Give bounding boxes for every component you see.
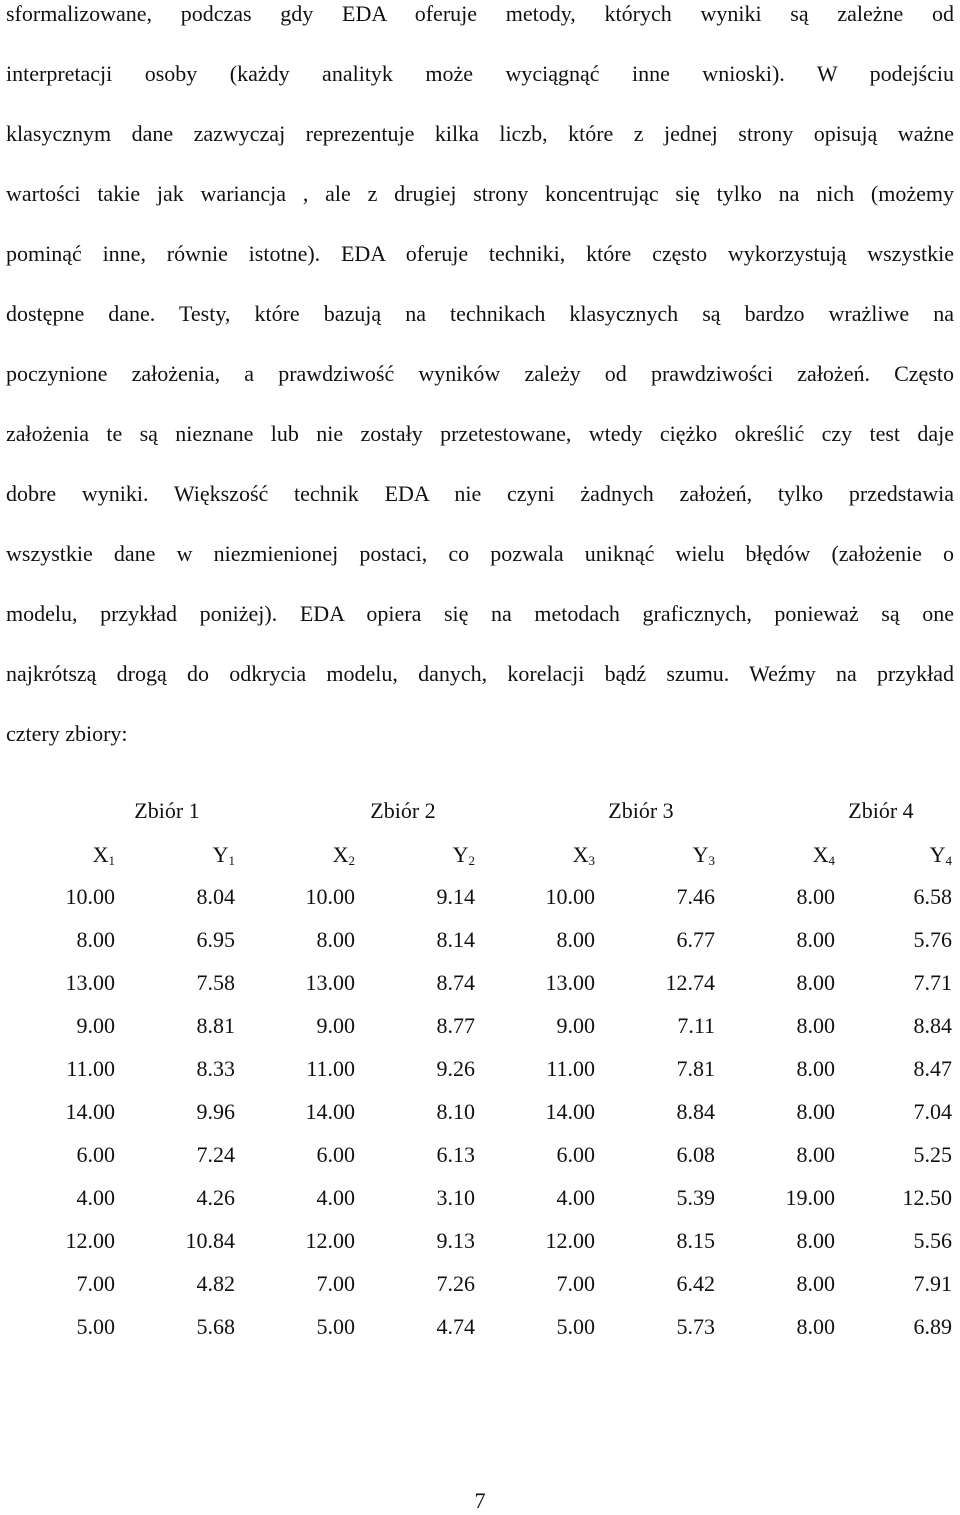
table-cell: 8.10 <box>436 1099 475 1124</box>
table-cell: 4.00 <box>556 1185 595 1210</box>
column-letter: X <box>92 842 109 867</box>
table-cell: 6.42 <box>676 1271 715 1296</box>
column-header <box>155 841 235 875</box>
table-cell: 8.00 <box>316 927 355 952</box>
table-cell: 6.95 <box>196 927 235 952</box>
table-cell: 11.00 <box>66 1056 115 1081</box>
table-cell: 6.08 <box>676 1142 715 1167</box>
column-header <box>872 841 952 875</box>
table-cell: 6.00 <box>316 1142 355 1167</box>
table-cell: 8.77 <box>436 1013 475 1038</box>
table-cell: 5.00 <box>556 1314 595 1339</box>
table-cell: 6.58 <box>913 884 952 909</box>
table-cell: 7.00 <box>556 1271 595 1296</box>
column-subscript: 1 <box>228 853 235 868</box>
table-cell: 7.11 <box>677 1013 715 1038</box>
table-cell: 13.00 <box>65 970 115 995</box>
table-cell: 8.00 <box>556 927 595 952</box>
table-cell: 11.00 <box>546 1056 595 1081</box>
column-letter: Y <box>692 842 709 867</box>
table-cell: 7.26 <box>436 1271 475 1296</box>
set-header: Zbiór 2 <box>370 798 436 823</box>
table-cell: 10.00 <box>545 884 595 909</box>
table-cell: 8.14 <box>436 927 475 952</box>
column-header <box>275 841 355 875</box>
column-subscript: 4 <box>828 853 835 868</box>
table-cell: 5.56 <box>913 1228 952 1253</box>
table-cell: 10.00 <box>305 884 355 909</box>
column-subscript: 2 <box>348 853 355 868</box>
paragraph-line: interpretacji osoby (każdy analityk może wyciągnąć inne wnioski). W podejściu <box>6 61 954 86</box>
table-cell: 8.15 <box>676 1228 715 1253</box>
table-cell: 12.50 <box>902 1185 952 1210</box>
paragraph-line: pominąć inne, równie istotne). EDA oferuje techniki, które często wykorzystują wszystkie <box>6 241 954 266</box>
column-letter: X <box>812 842 829 867</box>
table-cell: 8.00 <box>76 927 115 952</box>
set-header: Zbiór 4 <box>848 798 914 823</box>
table-cell: 5.00 <box>76 1314 115 1339</box>
table-cell: 11.00 <box>306 1056 355 1081</box>
paragraph-line: dobre wyniki. Większość technik EDA nie czyni żadnych założeń, tylko przedstawia <box>6 481 954 506</box>
table-cell: 4.82 <box>196 1271 235 1296</box>
table-cell: 7.91 <box>913 1271 952 1296</box>
paragraph-line: wartości takie jak wariancja , ale z drugiej strony koncentrując się tylko na nich (możemy <box>6 181 954 206</box>
table-cell: 5.25 <box>913 1142 952 1167</box>
table-cell: 6.00 <box>556 1142 595 1167</box>
paragraph-line: modelu, przykład poniżej). EDA opiera się na metodach graficznych, ponieważ są one <box>6 601 954 626</box>
column-header <box>635 841 715 875</box>
column-subscript: 4 <box>945 853 952 868</box>
table-cell: 5.39 <box>676 1185 715 1210</box>
column-letter: Y <box>929 842 946 867</box>
table-cell: 14.00 <box>305 1099 355 1124</box>
table-cell: 4.00 <box>316 1185 355 1210</box>
table-cell: 10.00 <box>65 884 115 909</box>
column-letter: X <box>332 842 349 867</box>
table-cell: 8.00 <box>796 1228 835 1253</box>
column-letter: Y <box>452 842 469 867</box>
table-cell: 8.00 <box>796 1056 835 1081</box>
set-header: Zbiór 3 <box>608 798 674 823</box>
table-cell: 6.00 <box>76 1142 115 1167</box>
table-cell: 12.74 <box>665 970 715 995</box>
table-cell: 7.58 <box>196 970 235 995</box>
table-cell: 13.00 <box>305 970 355 995</box>
column-subscript: 1 <box>108 853 115 868</box>
table-cell: 19.00 <box>785 1185 835 1210</box>
column-header <box>515 841 595 875</box>
paragraph-line: najkrótszą drogą do odkrycia modelu, danych, korelacji bądź szumu. Weźmy na przykład <box>6 661 954 686</box>
paragraph-line: założenia te są nieznane lub nie zostały przetestowane, wtedy ciężko określić czy test daje <box>6 421 954 446</box>
table-cell: 5.68 <box>196 1314 235 1339</box>
table-cell: 7.81 <box>676 1056 715 1081</box>
column-letter: Y <box>212 842 229 867</box>
table-cell: 8.04 <box>196 884 235 909</box>
table-cell: 8.81 <box>196 1013 235 1038</box>
paragraph-line: dostępne dane. Testy, które bazują na technikach klasycznych są bardzo wrażliwe na <box>6 301 954 326</box>
paragraph-line: poczynione założenia, a prawdziwość wyników zależy od prawdziwości założeń. Często <box>6 361 954 386</box>
column-header <box>395 841 475 875</box>
table-cell: 8.74 <box>436 970 475 995</box>
paragraph-line: sformalizowane, podczas gdy EDA oferuje metody, których wyniki są zależne od <box>6 1 954 26</box>
table-cell: 6.77 <box>676 927 715 952</box>
table-cell: 13.00 <box>545 970 595 995</box>
table-cell: 8.47 <box>913 1056 952 1081</box>
column-letter: X <box>572 842 589 867</box>
table-cell: 12.00 <box>305 1228 355 1253</box>
table-cell: 8.33 <box>196 1056 235 1081</box>
table-cell: 8.84 <box>913 1013 952 1038</box>
table-cell: 8.00 <box>796 1142 835 1167</box>
table-cell: 8.00 <box>796 1314 835 1339</box>
table-cell: 9.26 <box>436 1056 475 1081</box>
table-cell: 3.10 <box>436 1185 475 1210</box>
table-cell: 12.00 <box>65 1228 115 1253</box>
set-header: Zbiór 1 <box>134 798 200 823</box>
table-cell: 8.00 <box>796 884 835 909</box>
table-cell: 8.84 <box>676 1099 715 1124</box>
table-cell: 7.71 <box>913 970 952 995</box>
table-cell: 6.13 <box>436 1142 475 1167</box>
table-cell: 9.14 <box>436 884 475 909</box>
table-cell: 14.00 <box>65 1099 115 1124</box>
table-cell: 10.84 <box>185 1228 235 1253</box>
table-cell: 7.46 <box>676 884 715 909</box>
table-cell: 9.13 <box>436 1228 475 1253</box>
table-cell: 5.73 <box>676 1314 715 1339</box>
table-cell: 6.89 <box>913 1314 952 1339</box>
table-cell: 12.00 <box>545 1228 595 1253</box>
table-cell: 8.00 <box>796 1099 835 1124</box>
paragraph-line: klasycznym dane zazwyczaj reprezentuje kilka liczb, które z jednej strony opisują ważne <box>6 121 954 146</box>
table-cell: 7.24 <box>196 1142 235 1167</box>
page-number: 7 <box>474 1488 486 1513</box>
column-header <box>755 841 835 875</box>
column-header <box>35 841 115 875</box>
table-cell: 9.96 <box>196 1099 235 1124</box>
table-cell: 7.00 <box>316 1271 355 1296</box>
paragraph-line: cztery zbiory: <box>6 721 128 746</box>
column-subscript: 2 <box>468 853 475 868</box>
table-cell: 4.26 <box>196 1185 235 1210</box>
table-cell: 8.00 <box>796 1271 835 1296</box>
paragraph-line: wszystkie dane w niezmienionej postaci, co pozwala uniknąć wielu błędów (założenie o <box>6 541 954 566</box>
table-cell: 4.00 <box>76 1185 115 1210</box>
column-subscript: 3 <box>588 853 595 868</box>
table-cell: 9.00 <box>316 1013 355 1038</box>
column-subscript: 3 <box>708 853 715 868</box>
table-cell: 8.00 <box>796 1013 835 1038</box>
table-cell: 8.00 <box>796 970 835 995</box>
table-cell: 5.76 <box>913 927 952 952</box>
table-cell: 14.00 <box>545 1099 595 1124</box>
table-cell: 5.00 <box>316 1314 355 1339</box>
table-cell: 9.00 <box>556 1013 595 1038</box>
table-cell: 7.04 <box>913 1099 952 1124</box>
table-cell: 8.00 <box>796 927 835 952</box>
table-cell: 7.00 <box>76 1271 115 1296</box>
table-cell: 4.74 <box>436 1314 475 1339</box>
table-cell: 9.00 <box>76 1013 115 1038</box>
